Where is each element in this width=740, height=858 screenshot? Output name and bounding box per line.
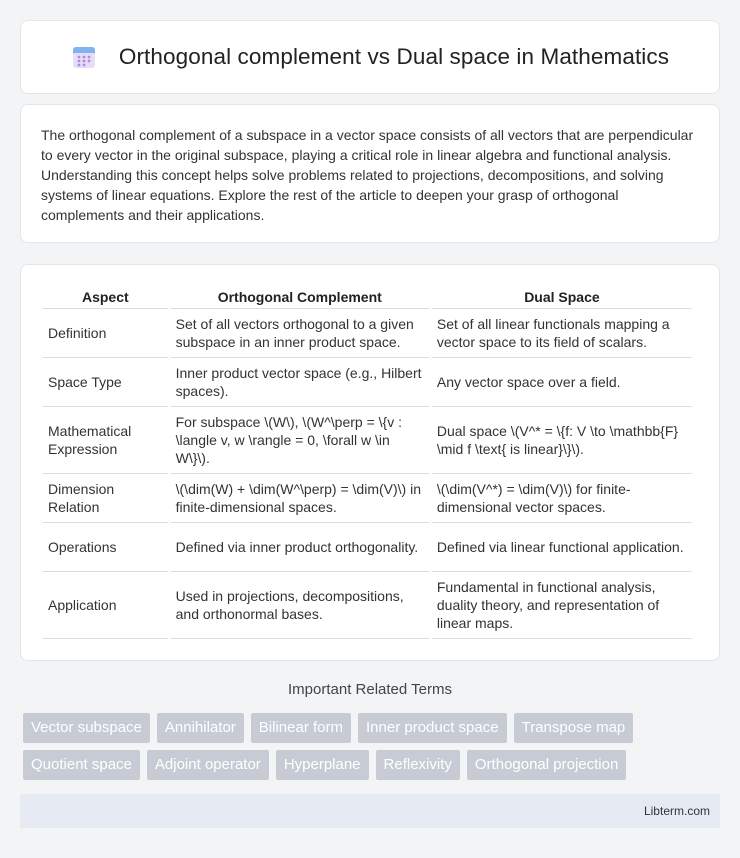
table-row xyxy=(43,572,692,639)
tag-row xyxy=(23,750,723,780)
related-terms-list xyxy=(23,713,723,787)
header-dual-space: Dual Space xyxy=(432,285,692,309)
footer xyxy=(20,794,720,828)
tag-annihilator[interactable]: Annihilator xyxy=(157,713,244,743)
row-orthogonal: Inner product vector space (e.g., Hilbert spaces). xyxy=(171,358,429,407)
table-row xyxy=(43,407,692,474)
row-aspect: Space Type xyxy=(43,358,168,407)
table-row xyxy=(43,358,692,407)
row-orthogonal: For subspace \(W\), \(W^\perp = \{v : \langle v, w \rangle = 0, \forall w \in W\}\). xyxy=(171,407,429,474)
row-aspect: Operations xyxy=(43,523,168,572)
table-row xyxy=(43,474,692,523)
header-aspect: Aspect xyxy=(43,285,168,309)
row-orthogonal: Defined via inner product orthogonality. xyxy=(171,523,429,572)
row-aspect: Mathematical Expression xyxy=(43,407,168,474)
row-dual: Any vector space over a field. xyxy=(432,358,692,407)
row-dual: Set of all linear functionals mapping a vector space to its field of scalars. xyxy=(432,309,692,358)
tag-bilinear-form[interactable]: Bilinear form xyxy=(251,713,351,743)
row-dual: Dual space \(V^* = \{f: V \to \mathbb{F} \mid f \text{ is linear}\}\). xyxy=(432,407,692,474)
row-orthogonal: Set of all vectors orthogonal to a given subspace in an inner product space. xyxy=(171,309,429,358)
comparison-table xyxy=(40,285,695,639)
row-orthogonal: \(\dim(W) + \dim(W^\perp) = \dim(V)\) in finite-dimensional spaces. xyxy=(171,474,429,523)
tag-inner-product-space[interactable]: Inner product space xyxy=(358,713,507,743)
tag-hyperplane[interactable]: Hyperplane xyxy=(276,750,369,780)
intro-card xyxy=(20,104,720,243)
table-row xyxy=(43,523,692,572)
row-dual: \(\dim(V^*) = \dim(V)\) for finite-dimensional vector spaces. xyxy=(432,474,692,523)
comparison-card xyxy=(20,264,720,661)
tag-reflexivity[interactable]: Reflexivity xyxy=(376,750,460,780)
tag-adjoint-operator[interactable]: Adjoint operator xyxy=(147,750,269,780)
row-dual: Fundamental in functional analysis, duality theory, and representation of linear maps. xyxy=(432,572,692,639)
tag-orthogonal-projection[interactable]: Orthogonal projection xyxy=(467,750,626,780)
header-orthogonal-complement: Orthogonal Complement xyxy=(171,285,429,309)
header-card xyxy=(20,20,720,94)
footer-site-link[interactable]: Libterm.com xyxy=(643,804,710,818)
related-terms-title: Important Related Terms xyxy=(288,681,452,698)
intro-text: The orthogonal complement of a subspace in a vector space consists of all vectors that are perpendicular to every vector in the original subspace, playing a critical role in linear algebra and functional analysis. Understanding this concept helps solve problems related to projections, decompositions, and solving systems of linear equations. Explore the rest of the article to deepen your grasp of orthogonal complements and their applications. xyxy=(41,127,694,223)
calendar-grid-icon xyxy=(71,44,97,70)
tag-row xyxy=(23,713,723,743)
table-row xyxy=(43,309,692,358)
row-aspect: Dimension Relation xyxy=(43,474,168,523)
row-aspect: Application xyxy=(43,572,168,639)
row-dual: Defined via linear functional application. xyxy=(432,523,692,572)
row-aspect: Definition xyxy=(43,309,168,358)
tag-vector-subspace[interactable]: Vector subspace xyxy=(23,713,150,743)
row-orthogonal: Used in projections, decompositions, and orthonormal bases. xyxy=(171,572,429,639)
page-title: Orthogonal complement vs Dual space in Mathematics xyxy=(118,44,670,69)
tag-quotient-space[interactable]: Quotient space xyxy=(23,750,140,780)
tag-transpose-map[interactable]: Transpose map xyxy=(514,713,634,743)
